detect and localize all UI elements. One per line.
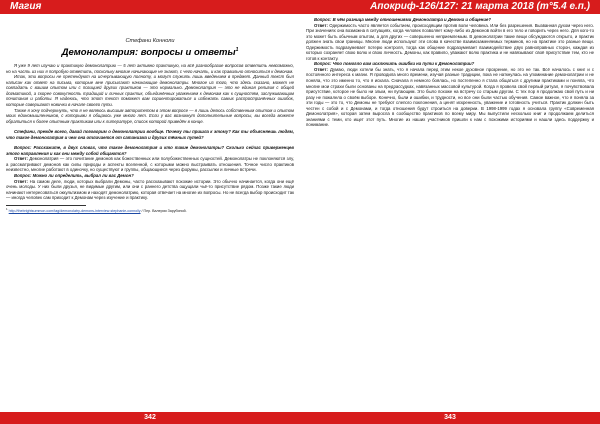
answer-text: Демонолатрия — это почитание демонов как божественных или полубожественных сущностей. Демонолатры не поклоняются злу, а рассматривают демонов как силы природы и аспекты вселенной, с которыми можно выстраивать отношения. Точное число практиков неизвестно, многие работают в одиночку, но существуют и группы, общающиеся через форумы, рассылки и личные встречи. [6,156,294,173]
answer-label: Ответ: [314,22,328,28]
title-footnote-mark: 1 [235,47,239,53]
intro-paragraph: Также я хочу подчеркнуть, что я не являюсь высшим авторитетом в этом вопросе — я лишь делюсь собственным опытом и опытом моих единомышленников, с которыми я общаюсь уже много лет. Если у вас возникнут дополнительные вопросы, вы всегда можете обратиться к более опытным практикам или к литературе, список которой приведён в конце. [6,107,294,124]
article-title-text: Демонолатрия: вопросы и ответы [61,47,236,59]
footnote-link[interactable]: http://thebrightsummon.com/tag/demonolatry-demons-interview-stephanie-connolly [8,208,141,213]
intro-paragraph: Я уже 9 лет изучаю и практикую демонолатрию — 5 лет активно практикую, на всё разнообразие вопросов ответить невозможно, но на часть из них я попробую ответить, поскольку многие начинающие не знают, с чего начать, и как правильно относиться к демонам. [6,63,294,74]
footnote-credit: / Пер. Валерии Зарубиной. [140,208,187,213]
page-number-left: 342 [0,412,300,424]
right-page [306,17,594,407]
question-label: Вопрос: [14,173,32,178]
answer-label: Ответ: [14,178,28,184]
intro-paragraph: Итак, эти вопросы не претендуют на исчерпывающую полноту, и могут служить лишь введением в предмет. Данный текст был написан как ответ на письма, которые мне присылают начинающие демонолатры. Многое из того, что здесь сказано, может не совпадать с вашим опытом или с позицией других практиков — это нормально. Демонолатрия — это не единая религия с общей догматикой, а скорее совокупность традиций и личных практик, объединённых уважением к демонам как к сущностям, заслуживающим почитания и работы. Я надеюсь, что этот текст поможет вам сориентироваться и избежать самых распространённых ошибок, которые совершают новички в начале своего пути. [6,74,294,107]
author-name: Стефани Конноли [125,38,175,44]
header-bar [0,0,600,14]
intro-question-text: Вопрос: В чём разница между отношениями Демонолатра и Демона и общение? [314,17,491,22]
footnote [6,207,294,214]
question-text: Расскажите, в двух словах, что такое демонолатрия и кто такие демонолатры? Сколько сейчас приверженцев этого направления и как они между собой общаются? [6,145,294,156]
article-title [6,47,294,58]
answer-text: На самом деле, люди, которых выбрали Демоны, часто рассказывают похожие истории. Это обычно начинается, когда они ещё очень молоды. У них были друзья, не видимые другим, или они с раннего детства ощущали чьё-то присутствие рядом. Позже такие люди начинают интересоваться оккультизмом и находят демонолатрию, которая отвечает на многие их вопросы. Но не всегда выбор происходит так — иногда человек сам приходит к Демонам через изучение и практику. [6,178,294,201]
footnote-divider [6,205,86,206]
answer-text: Думаю, люди хотели бы знать, что я начала перед этим некое духовное прозрение, но это не так. Всё началось с книг и с постоянного интереса к магии. Я проводила много времени, изучая разные традиции, пока не наткнулась на упоминание демонолатрии и не поняла, что это именно то, что я искала. Сначала я немного боялась, но постепенно я стала общаться с другими практиками и поняла, что многие мои страхи были основаны на предрассудках, навязанных массовой культурой. Когда я провела свой первый ритуал, я почувствовала присутствие, которое не было ни злым, ни пугающим. Это было похоже на встречу со старым другом. С тех пор я продолжаю свой путь и ни разу не пожалела о своём выборе. Конечно, были и ошибки, и трудности, но все они были частью обучения. Самое важное, что я поняла за эти годы — это то, что Демоны не требуют слепого поклонения, а ценят искренность, уважение и готовность учиться. Практик должен быть честен с собой и с Демонами, и тогда отношения будут строиться на доверии. В 1998-1999 годах я основала группу «Современная Демонолатрия», которая затем выросла в сообщество практиков по всему миру. Мы выпустили несколько книг и продолжаем делиться знаниями с теми, кто ищет этот путь. Многие из наших участников пришли к нам с похожими историями и нашли здесь поддержку и понимание. [306,66,594,128]
issue-title: Апокриф-126/127: 21 марта 2018 (т°5.4 е.п.) [370,1,590,12]
section-title: Магия [10,1,42,12]
qa-item [306,23,594,62]
lead-question: Стефани, прежде всего, давай поговорим о демонолатрии вообще. Почему ты пришла к этому? Как ты объясняешь людям, что такое демонолатрия и чем она отличается от сатанизма и других тёмных путей? [6,129,294,140]
page-number-right: 343 [300,412,600,424]
question-text: Что помогло вам исключить ошибки на пути к Демонолатрии? [331,61,475,67]
question-label: Вопрос: [14,145,32,151]
qa-item [306,67,594,128]
footnote-mark: 1 [6,206,8,211]
answer-text: Одержимость часто является событием, происходящим против воли человека. Или без разрешения. Вызванная духом через него. При значениях она возможна в ситуациях, когда человек позволяет кому-либо из Демонов войти в его тело и говорить через него. Для кого-то это может быть обычным опытом, а для других — совершенно неприемлемым. В демонолатрии такие вещи обсуждаются открыто, и практик должен знать свои границы. Многие люди используют эти слова в качестве взаимозаменяемых терминов, но на практике это разные вещи. Одержимость подразумевает потерю контроля, тогда как общение подразумевает взаимодействие двух равноправных сторон, каждая из которых сохраняет свою волю и свою личность. Демоны, как правило, уважают волю практика и не навязывают своё присутствие тем, кто не готов к контакту. [306,22,594,61]
answer-label: Ответ: [14,156,28,162]
left-page [6,17,294,407]
qa-item [6,156,294,173]
answer-label: Ответ: [314,66,328,72]
qa-item [6,179,294,201]
qa-item [6,145,294,156]
question-text: Можно ли определить, выбрал ли вас Демон? [31,173,134,178]
question-label: Вопрос: [314,61,332,67]
